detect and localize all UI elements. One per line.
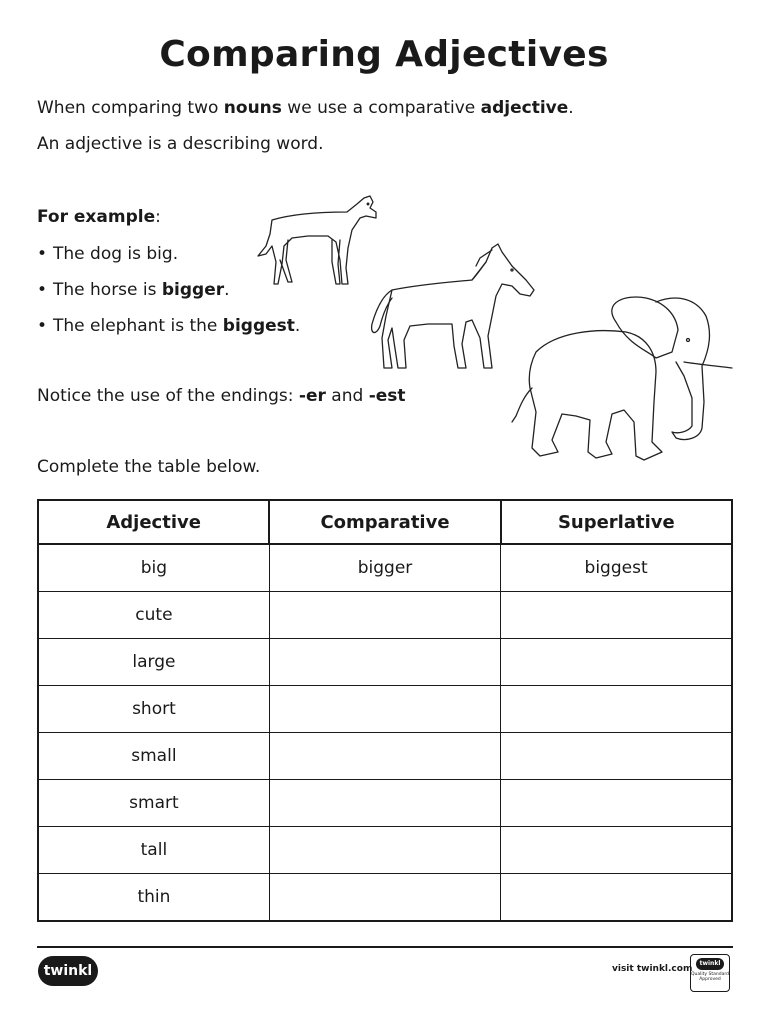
ending-est: -est	[368, 386, 406, 406]
intro-line-2: An adjective is a describing word.	[37, 134, 324, 154]
adjective-cell: short	[38, 686, 269, 733]
example-heading-text: For example	[37, 207, 156, 227]
page-title: Comparing Adjectives	[159, 34, 609, 75]
table-row	[38, 639, 732, 686]
intro-bold-nouns: nouns	[223, 98, 282, 118]
twinkl-logo[interactable]	[38, 956, 98, 986]
comparative-cell[interactable]	[269, 686, 500, 733]
superlative-cell[interactable]	[501, 592, 732, 639]
bullet-bold: biggest	[222, 316, 295, 336]
example-bullet-1	[37, 244, 178, 264]
comparative-cell[interactable]	[269, 780, 500, 827]
notice-line	[37, 386, 406, 406]
table-row	[38, 686, 732, 733]
header-adjective: Adjective	[38, 500, 269, 544]
instruction: Complete the table below.	[37, 457, 261, 477]
bullet-text: The dog is big.	[53, 244, 179, 264]
bullet-text: The horse is	[53, 280, 162, 300]
logo-text: twinkl	[43, 963, 93, 979]
table-header-row	[38, 500, 732, 544]
notice-text: Notice the use of the endings:	[37, 386, 299, 406]
comparative-cell[interactable]	[269, 733, 500, 780]
quality-badge	[690, 954, 730, 992]
comparative-cell[interactable]	[269, 827, 500, 874]
adjective-table	[37, 499, 733, 922]
table-row	[38, 827, 732, 874]
ending-er: -er	[298, 386, 326, 406]
superlative-cell[interactable]	[501, 686, 732, 733]
example-heading	[37, 207, 161, 227]
badge-line-1: Quality Standard	[691, 972, 729, 977]
adjective-cell: big	[38, 544, 269, 592]
table-row	[38, 733, 732, 780]
badge-line-2: Approved	[699, 977, 721, 982]
bullet-text: The elephant is the	[53, 316, 223, 336]
superlative-cell[interactable]	[501, 639, 732, 686]
example-bullet-3	[37, 316, 300, 336]
badge-brand: twinkl	[696, 958, 724, 970]
intro-text: .	[568, 98, 574, 118]
superlative-cell[interactable]	[501, 733, 732, 780]
superlative-cell[interactable]	[501, 780, 732, 827]
table-row	[38, 874, 732, 922]
bullet-bold: bigger	[161, 280, 225, 300]
example-heading-colon: :	[155, 207, 161, 227]
table-row	[38, 592, 732, 639]
adjective-cell: smart	[38, 780, 269, 827]
superlative-cell[interactable]: biggest	[501, 544, 732, 592]
comparative-cell[interactable]	[269, 592, 500, 639]
adjective-cell: tall	[38, 827, 269, 874]
elephant-illustration	[506, 292, 736, 467]
notice-and: and	[325, 386, 369, 406]
bullet-text: .	[224, 280, 230, 300]
intro-bold-adjective: adjective	[480, 98, 569, 118]
table-row	[38, 780, 732, 827]
header-superlative: Superlative	[501, 500, 732, 544]
adjective-cell: thin	[38, 874, 269, 922]
table-row	[38, 544, 732, 592]
comparative-cell[interactable]: bigger	[269, 544, 500, 592]
bullet-text: .	[294, 316, 301, 336]
superlative-cell[interactable]	[501, 874, 732, 922]
header-comparative: Comparative	[269, 500, 500, 544]
visit-link[interactable]: visit twinkl.com	[612, 964, 693, 974]
adjective-cell: cute	[38, 592, 269, 639]
intro-text: When comparing two	[37, 98, 224, 118]
comparative-cell[interactable]	[269, 639, 500, 686]
example-bullet-2	[37, 280, 230, 300]
comparative-cell[interactable]	[269, 874, 500, 922]
superlative-cell[interactable]	[501, 827, 732, 874]
adjective-cell: large	[38, 639, 269, 686]
adjective-cell: small	[38, 733, 269, 780]
intro-line-1	[37, 98, 574, 118]
intro-text: we use a comparative	[281, 98, 481, 118]
footer-divider	[37, 946, 733, 948]
